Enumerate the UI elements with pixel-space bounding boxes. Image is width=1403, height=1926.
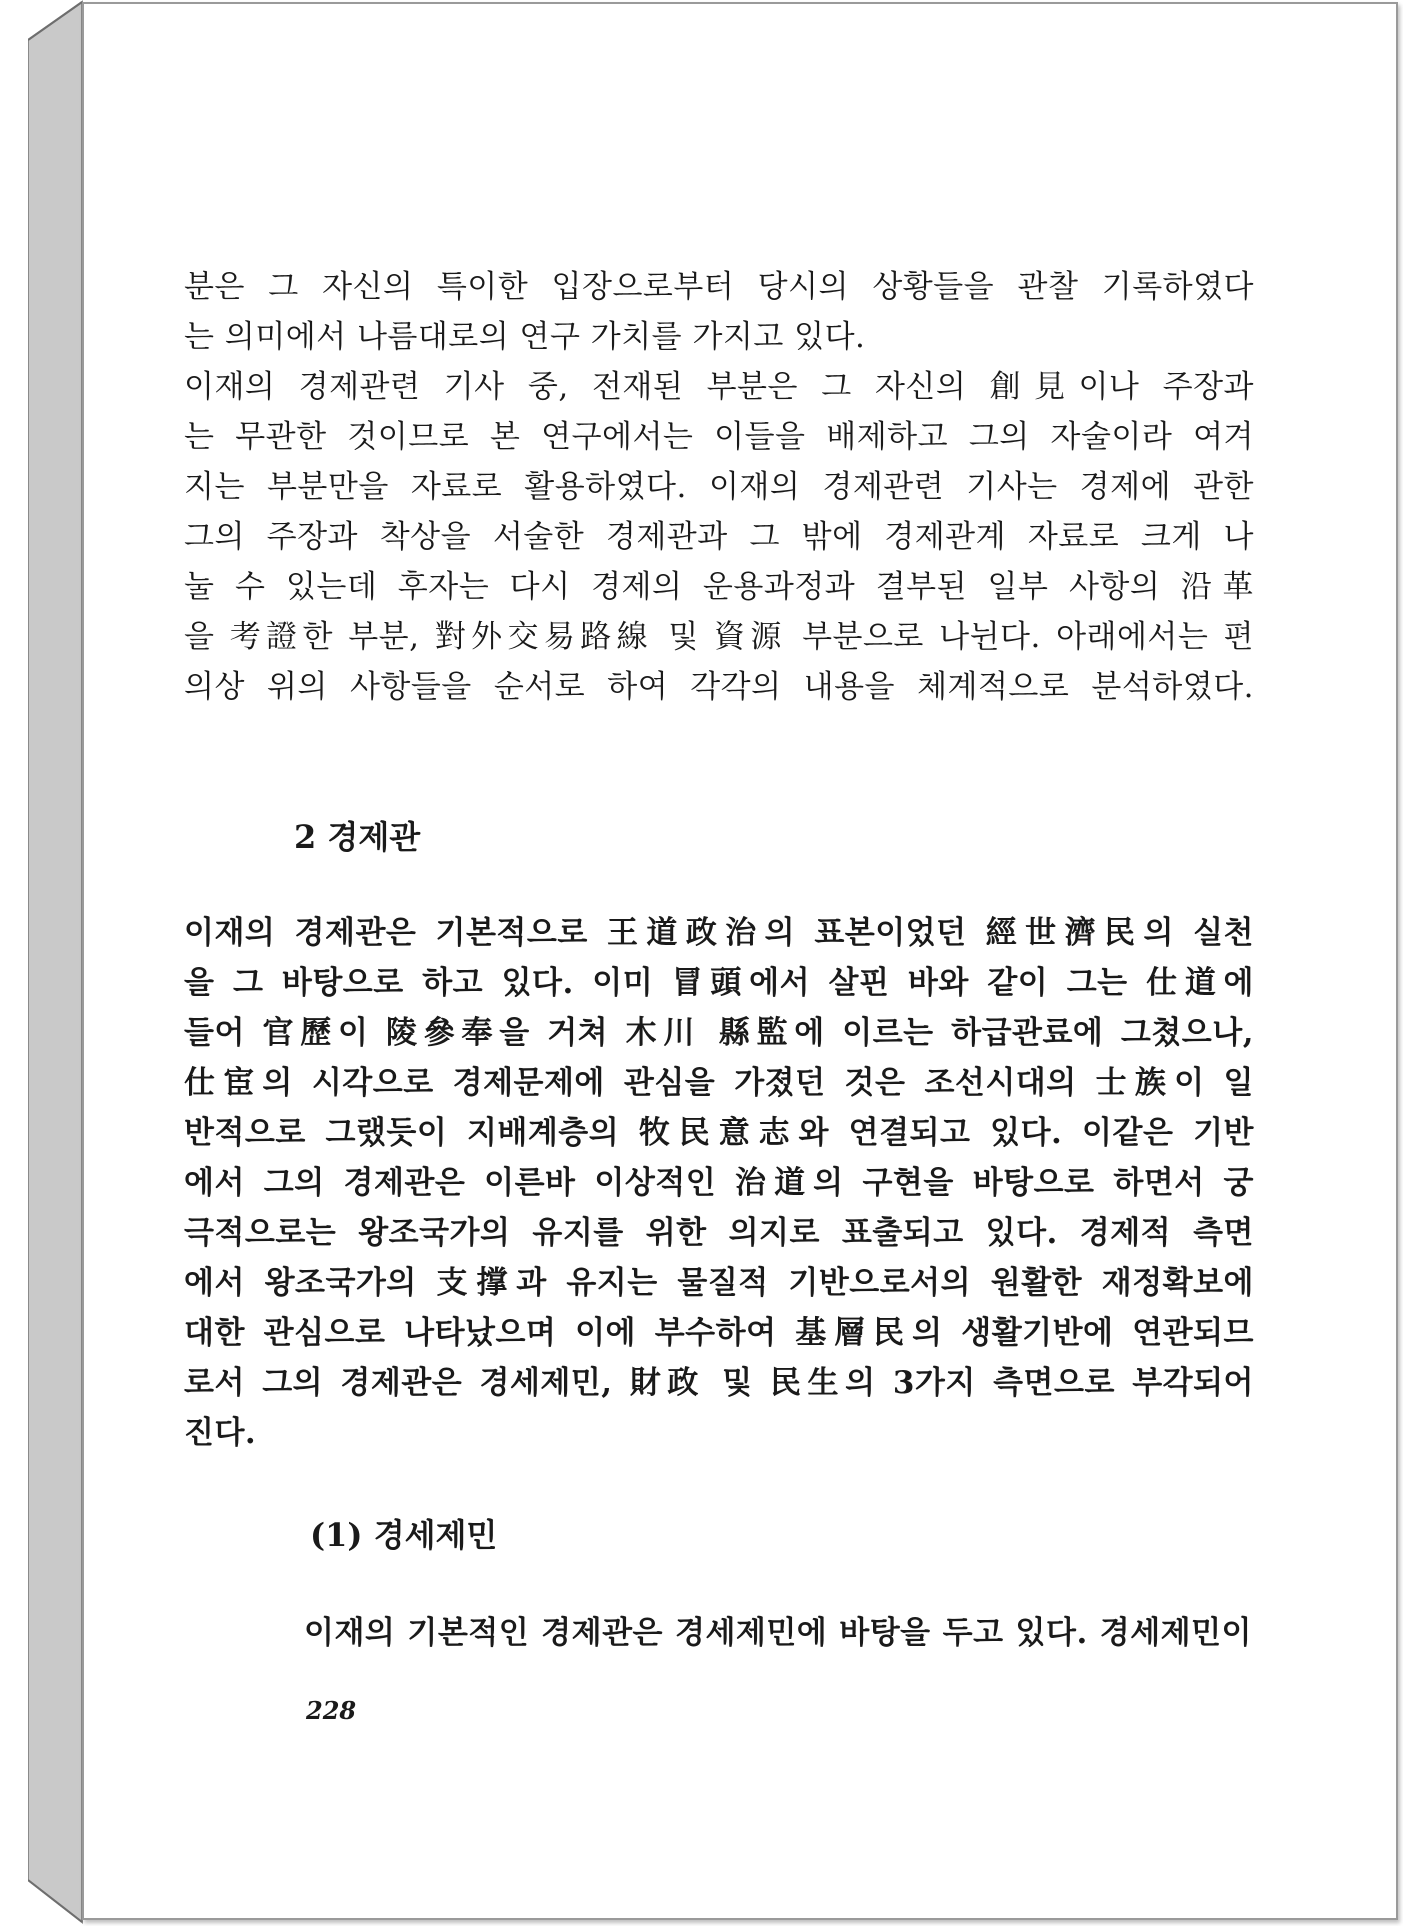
text-line: 을 그 바탕으로 하고 있다. 이미 冒頭에서 살핀 바와 같이 그는 仕道에	[184, 965, 1254, 1001]
paragraph-intro	[184, 262, 1254, 712]
text-line: 로서 그의 경제관은 경세제민, 財政 및 民生의 3가지 측면으로 부각되어	[184, 1365, 1254, 1401]
text-line: 눌 수 있는데 후자는 다시 경제의 운용과정과 결부된 일부 사항의 沿革	[184, 569, 1254, 605]
text-line: 지는 부분만을 자료로 활용하였다. 이재의 경제관련 기사는 경제에 관한	[184, 469, 1254, 505]
paragraph-governance	[304, 1608, 1252, 1658]
text-line: 대한 관심으로 나타났으며 이에 부수하여 基層民의 생활기반에 연관되므	[184, 1315, 1254, 1351]
text-line: 는 의미에서 나름대로의 연구 가치를 가지고 있다.	[184, 319, 866, 355]
text-line: 분은 그 자신의 특이한 입장으로부터 당시의 상황들을 관찰 기록하였다	[184, 269, 1254, 305]
text-line: 반적으로 그랬듯이 지배계층의 牧民意志와 연결되고 있다. 이같은 기반	[184, 1115, 1254, 1151]
paragraph-economic-view	[184, 908, 1254, 1458]
text-line: 에서 왕조국가의 支撑과 유지는 물질적 기반으로서의 원활한 재정확보에	[184, 1265, 1254, 1301]
text-line: 의상 위의 사항들을 순서로 하여 각각의 내용을 체계적으로 분석하였다.	[184, 669, 1254, 705]
subsection-heading: (1) 경세제민	[310, 1516, 498, 1554]
text-line: 는 무관한 것이므로 본 연구에서는 이들을 배제하고 그의 자술이라 여겨	[184, 419, 1254, 455]
text-line: 그의 주장과 착상을 서술한 경제관과 그 밖에 경제관계 자료로 크게 나	[184, 519, 1254, 555]
text-line: 에서 그의 경제관은 이른바 이상적인 治道의 구현을 바탕으로 하면서 궁	[184, 1165, 1254, 1201]
text-line: 을 考證한 부분, 對外交易路線 및 資源 부분으로 나뉜다. 아래에서는 편	[184, 619, 1254, 655]
section-heading: 2 경제관	[294, 818, 421, 856]
text-line: 이재의 기본적인 경제관은 경세제민에 바탕을 두고 있다. 경세제민이	[304, 1615, 1252, 1651]
text-line: 이재의 경제관련 기사 중, 전재된 부분은 그 자신의 創見이나 주장과	[184, 369, 1254, 405]
text-line: 진다.	[184, 1415, 257, 1451]
page-number: 228	[306, 1696, 357, 1725]
text-line: 들어 官歷이 陵參奉을 거쳐 木川 縣監에 이르는 하급관료에 그쳤으나,	[184, 1015, 1254, 1051]
text-line: 仕宦의 시각으로 경제문제에 관심을 가졌던 것은 조선시대의 士族이 일	[184, 1065, 1254, 1101]
text-line: 이재의 경제관은 기본적으로 王道政治의 표본이었던 經世濟民의 실천	[184, 915, 1254, 951]
text-line: 극적으로는 왕조국가의 유지를 위한 의지로 표출되고 있다. 경제적 측면	[184, 1215, 1254, 1251]
